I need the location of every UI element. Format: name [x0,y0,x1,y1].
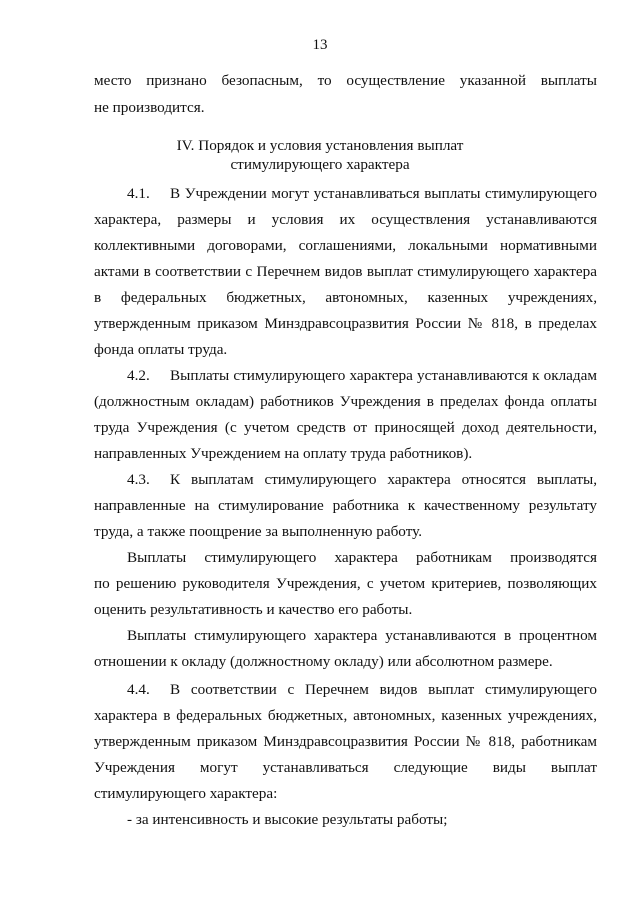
text-line: фонда оплаты труда. [94,341,228,358]
section-heading: стимулирующего характера [230,156,410,173]
text-line: коллективными договорами, соглашениями, локальными нормативными [94,237,597,254]
text-line: Выплаты стимулирующего характера работникам производятся [127,549,597,566]
text-line: труда, а также поощрение за выполненную работу. [94,523,422,540]
list-item: - за интенсивность и высокие результаты работы; [127,811,448,828]
text-line: стимулирующего характера: [94,785,278,802]
text-line: по решению руководителя Учреждения, с учетом критериев, позволяющих [94,575,597,592]
text-line: не производится. [94,99,205,116]
section-heading: IV. Порядок и условия установления выплат [176,137,464,154]
text-line: (должностным окладам) работников Учреждения в пределах фонда оплаты [94,393,597,410]
text-line: оценить результативность и качество его работы. [94,601,413,618]
paragraph-number: 4.4. [127,681,150,698]
text-line: направленные на стимулирование работника к качественному результату [94,497,597,514]
text-line: характера в федеральных бюджетных, автономных, казенных учреждениях, [94,707,597,724]
text-line: В Учреждении могут устанавливаться выплаты стимулирующего [170,185,597,202]
paragraph-number: 4.1. [127,185,150,202]
page-number: 13 [312,37,328,53]
text-line: К выплатам стимулирующего характера относятся выплаты, [170,471,597,488]
text-line: направленных Учреждением на оплату труда работников). [94,445,473,462]
paragraph-number: 4.2. [127,367,150,384]
text-line: отношении к окладу (должностному окладу) или абсолютном размере. [94,653,553,670]
text-line: утвержденным приказом Минздравсоцразвития России № 818, работникам [94,733,597,750]
paragraph-number: 4.3. [127,471,150,488]
text-line: труда Учреждения (с учетом средств от приносящей доход деятельности, [94,419,597,436]
text-line: Учреждения могут устанавливаться следующие виды выплат [94,759,597,776]
text-line: место признано безопасным, то осуществление указанной выплаты [94,72,597,89]
text-line: Выплаты стимулирующего характера устанавливаются в процентном [127,627,597,644]
text-line: в федеральных бюджетных, автономных, казенных учреждениях, [94,289,597,306]
text-line: характера, размеры и условия их осуществления устанавливаются [94,211,597,228]
text-line: актами в соответствии с Перечнем видов выплат стимулирующего характера [94,263,597,280]
text-line: Выплаты стимулирующего характера устанавливаются к окладам [170,367,597,384]
text-line: В соответствии с Перечнем видов выплат стимулирующего [170,681,597,698]
text-line: утвержденным приказом Минздравсоцразвития России № 818, в пределах [94,315,597,332]
